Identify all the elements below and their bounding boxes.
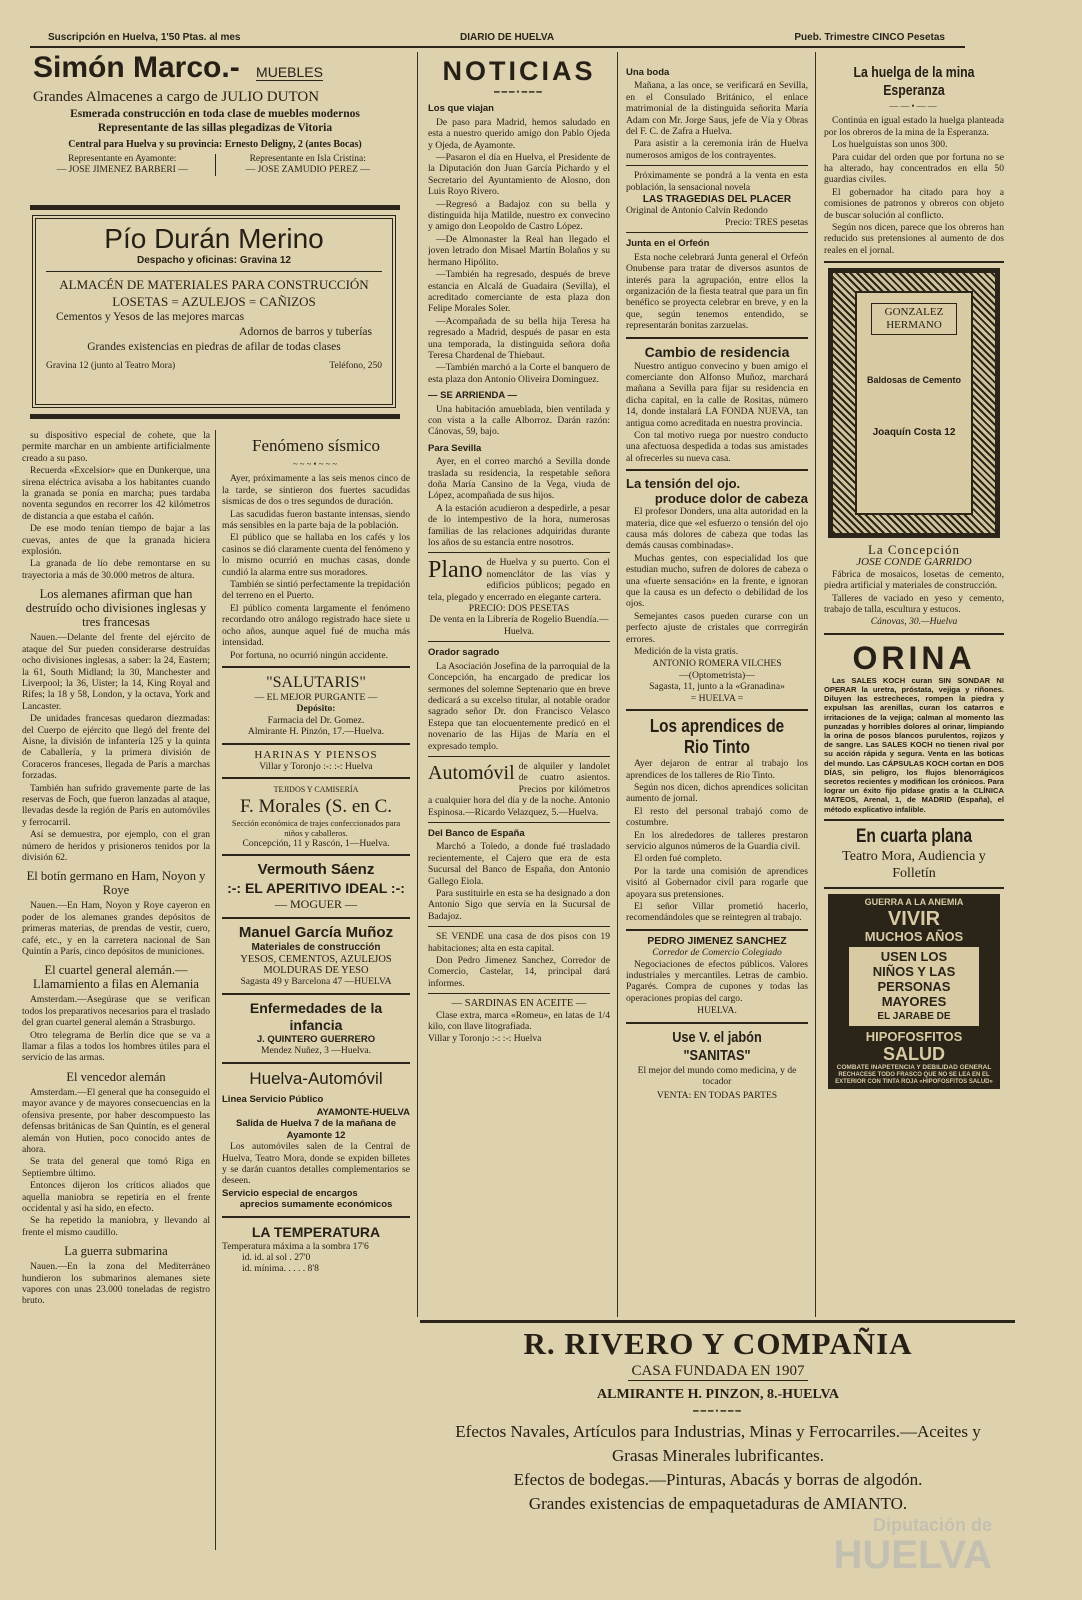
temp-max-shade: Temperatura máxima a la sombra 17'6 bbox=[222, 1240, 369, 1252]
vermouth-slogan: :-: EL APERITIVO IDEAL :-: bbox=[227, 880, 405, 897]
article-paragraph: Medición de la vista gratis. bbox=[634, 646, 739, 658]
article-paragraph: Ayer dejaron de entrar al trabajo los aprendices de los talleres de Rio Tinto. bbox=[626, 758, 808, 781]
headline-vencedor: El vencedor alemán bbox=[66, 1069, 166, 1084]
headline-dolor: produce dolor de cabeza bbox=[654, 491, 808, 507]
ad-pio-duran bbox=[32, 215, 396, 408]
sanitas-venta: VENTA: EN TODAS PARTES bbox=[656, 1090, 778, 1102]
ornament: ~~~•~~~ bbox=[292, 459, 340, 469]
archive-watermark bbox=[833, 1515, 992, 1575]
article-paragraph: Se trata del general que tomó Riga en Septiembre último. bbox=[22, 1156, 210, 1179]
sardinas-title: — SARDINAS EN ACEITE — bbox=[451, 998, 587, 1010]
headline-submarina: La guerra submarina bbox=[64, 1244, 168, 1259]
sardinas-desc: Clase extra, marca «Romeu», en latas de 1/4 kilo, con llave litografiada. bbox=[428, 1009, 610, 1033]
tragedias-author: Original de Antonio Calvín Redondo bbox=[626, 205, 768, 217]
article-paragraph: Por fortuna, no ocurrió ningún accidente. bbox=[230, 649, 388, 661]
article-paragraph: Los automóviles salen de la Central de Huelva, Teatro Mora, donde se expiden billetes y se darán cuantos detalles complementarios se deseen. bbox=[222, 1141, 410, 1187]
section-heading: — SE ARRIENDA — bbox=[428, 390, 518, 402]
article-paragraph: Una habitación amueblada, bien ventilada y con vista a la calle Alborroz. Darán razón: Cánovas, 59, bajo. bbox=[428, 403, 610, 438]
column-5 bbox=[824, 64, 1004, 1318]
se-vende-notice: SE VENDE una casa de dos pisos con 19 habitaciones; alta en esta capital. bbox=[428, 931, 610, 954]
hipo-line5: NIÑOS Y LAS bbox=[872, 964, 956, 980]
hipo-line12: RECHACESE TODO FRASCO QUE NO SE LEA EN EL EXTERIOR CON TINTA ROJA «HIPOFOSFITOS SALUD» bbox=[835, 1072, 993, 1086]
hipo-line3: MUCHOS AÑOS bbox=[864, 929, 964, 945]
ornament: ━━━•━━━ bbox=[693, 1406, 743, 1416]
simon-line2: Esmerada construcción en toda clase de muebles modernos bbox=[70, 108, 360, 120]
harinas-address: Villar y Toronjo :-: :-: Huelva bbox=[259, 760, 373, 772]
gonzalez-hermano-name: GONZALEZ HERMANO bbox=[871, 303, 957, 335]
tragedias-price: Precio: TRES pesetas bbox=[725, 216, 808, 228]
section-heading: Del Banco de España bbox=[428, 827, 525, 839]
pio-duran-line4: Adornos de barros y tuberías bbox=[239, 326, 372, 338]
plano-venta: De venta en la Librería de Rogelio Buendía.—Huelva. bbox=[429, 614, 609, 637]
salutaris-title: "SALUTARIS" bbox=[266, 673, 366, 691]
section-heading: Junta en el Orfeón bbox=[626, 238, 710, 250]
ad-simon-marco bbox=[30, 52, 400, 202]
article-paragraph: Entonces dijeron los críticos aliados que aquella maniobra se repetiría en el frente occidental y así ha sido, en efecto. bbox=[22, 1180, 210, 1214]
article-paragraph: El orden fué completo. bbox=[634, 853, 722, 865]
article-paragraph: La Asociación Josefina de la parroquial de la Concepción, ha encargado de predicar los sermones del solemne Septenario que en breve dedicará a su excelso titular, al notable orador sagrado señor Dr. don Francisco Velasco Estepa que tan elocuentemente predicó en el novenario de las Hijas de María en el expresado templo. bbox=[428, 660, 610, 752]
headline-botin: El botín germano en Ham, Noyon y Roye bbox=[26, 869, 206, 898]
morales-category: TEJIDOS Y CAMISERÍA bbox=[273, 785, 359, 795]
masthead-bar bbox=[30, 28, 965, 48]
plano-title: Plano bbox=[428, 557, 483, 584]
headline-cambio: Cambio de residencia bbox=[644, 343, 790, 360]
simon-rep-isla-name: — JOSE ZAMUDIO PEREZ — bbox=[245, 165, 370, 175]
article-paragraph: Los huelguistas son unos 300. bbox=[832, 139, 948, 151]
pjs-city: HUELVA. bbox=[697, 1005, 737, 1017]
article-paragraph: De paso para Madrid, hemos saludado en esta a nuestro querido amigo don Pablo Ojeda y Ojeda, de Ayamonte. bbox=[428, 116, 610, 151]
column-rule bbox=[815, 52, 816, 1317]
ornament: ━━━•━━━ bbox=[494, 87, 544, 97]
auto-line2: Linea Servicio Público bbox=[222, 1093, 324, 1105]
article-paragraph: Mañana, a las once, se verificará en Sevilla, en el Consulado Británico, el enlace matrimonial de la distinguida señorita María Adam con Mr. Jorge Saus, jefe de Vía y Obras del F. C. de Zafra a Huelva. bbox=[626, 80, 808, 138]
article-paragraph: —Pasaron el día en Huelva, el Presidente de la Diputación don Juan García Pichardo y el Secretario del Ayuntamiento de Alosno, don Luis Royo Rivero. bbox=[428, 152, 610, 198]
simon-marco-name: Simón Marco.- bbox=[33, 52, 240, 84]
sanitas-title: Use V. el jabón "SANITAS" bbox=[672, 1028, 762, 1064]
article-paragraph: También han sufrido gravemente parte de las reservas de Foch, que fueron lanzadas al ataque, llevadas desde la región de París en automóviles y ferrocarril. bbox=[22, 782, 210, 828]
article-paragraph: Esta noche celebrará Junta general el Orfeón Onubense para tratar de diversos asuntos de interés para la agrupación, entre ellos la organización de la fiesta teatral que para un fin benéfico se proyecta celebrar en breve, y en la que, según tenemos entendido, se representarán bonitas zarzuelas. bbox=[626, 251, 808, 332]
simon-rep-isla: Representante en Isla Cristina: bbox=[249, 154, 366, 164]
vermouth-name: Vermouth Sáenz bbox=[257, 861, 375, 879]
simon-rep-ayamonte: Representante en Ayamonte: bbox=[68, 154, 177, 164]
rivero-line2: Efectos de bodegas.—Pinturas, Abacás y borras de algodón. bbox=[513, 1470, 923, 1489]
article-paragraph: —También marchó a la Corte el banquero de esta plaza don Antonio Oliveira Dominguez. bbox=[428, 362, 610, 385]
article-paragraph: En los alrededores de talleres prestaron servicio algunos números de la Guardia civil. bbox=[626, 829, 808, 852]
orina-desc: Las SALES KOCH curan SIN SONDAR NI OPERAR la uretra, próstata, vejiga y riñones. Diluyen las estrecheces, rompen la piedra y expulsan las arenillas, curan los catarros e irritaciones de la vejiga; calman al momento las punzadas y horribles dolores al orinar, limpiando la orina de posos blancos purulentos, rojizos y de sangre. Las SALES KOCH no tienen rival por su acción rápida y segura. Venta en las boticas del mundo. Las CÁPSULAS KOCH cortan en DOS DÍAS, sin peligro, los flujos blenorrágicos secretos recientes y modifican los crónicos. Para lograr un éxito fijo pídase gratis a la CLÍNICA MATEOS, Arenal, 1, de MADRID (España), el método explicativo infalible. bbox=[824, 675, 1004, 814]
pio-duran-office: Despacho y oficinas: Gravina 12 bbox=[137, 255, 291, 266]
newspaper-title: DIARIO DE HUELVA bbox=[460, 32, 555, 43]
section-heading: Una boda bbox=[626, 67, 670, 78]
morales-name: F. Morales (S. en C. bbox=[239, 795, 393, 817]
hipo-line9: HIPOFOSFITOS bbox=[865, 1029, 963, 1045]
concepcion-address: Cánovas, 30.—Huelva bbox=[870, 616, 958, 628]
automovil-title: Automóvil bbox=[428, 761, 515, 784]
column-4 bbox=[626, 62, 808, 1318]
column-1 bbox=[22, 430, 210, 1560]
muebles-label: MUEBLES bbox=[256, 64, 323, 80]
watermark-line2: HUELVA bbox=[833, 1533, 992, 1577]
simon-line1: Grandes Almacenes a cargo de JULIO DUTON bbox=[33, 89, 320, 105]
hipo-line8: EL JARABE DE bbox=[877, 1011, 951, 1023]
divider bbox=[30, 414, 400, 419]
pio-duran-line3: Cementos y Yesos de las mejores marcas bbox=[56, 311, 245, 323]
orina-title: ORINA bbox=[852, 639, 976, 676]
infancia-doctor: J. QUINTERO GUERRERO bbox=[256, 1033, 376, 1045]
column-3 bbox=[428, 56, 610, 1318]
article-paragraph: Semejantes casos pueden curarse con un perfecto ajuste de cristales que corrregirán errores. bbox=[626, 610, 808, 645]
column-rule bbox=[417, 52, 418, 1317]
subscription-price: Suscripción en Huelva, 1'50 Ptas. al mes bbox=[48, 32, 241, 43]
simon-line3: Representante de las sillas plegadizas de Vitoria bbox=[97, 122, 333, 134]
infancia-address: Mendez Nuñez, 3 —Huelva. bbox=[260, 1045, 372, 1057]
se-vende-contact: Don Pedro Jimenez Sanchez, Corredor de Comercio, Castelar, 14, principal dará informes. bbox=[428, 955, 610, 989]
rivero-founded: CASA FUNDADA EN 1907 bbox=[628, 1363, 809, 1381]
article-paragraph: El público que se hallaba en los cafés y los casinos se dió claramente cuenta del fenómeno y lo mismo ocurrió en muchas casas, donde cundió la alarma entre sus moradores. bbox=[222, 532, 410, 578]
sanitas-desc: El mejor del mundo como medicina, y de tocador bbox=[637, 1064, 797, 1088]
section-heading: Para Sevilla bbox=[428, 442, 482, 454]
automovil-desc: de alquiler y landolet de cuatro asientos. Precios por kilómetros a cualquier hora del día y de la noche. Antonio Espinosa.—Ricardo Velazquez, 5.—Huelva. bbox=[428, 760, 610, 818]
garcia-name: Manuel García Muñoz bbox=[238, 924, 394, 942]
infancia-title: Enfermedades de la infancia bbox=[249, 999, 383, 1033]
garcia-line3: YESOS, CEMENTOS, AZULEJOS bbox=[240, 953, 392, 965]
pio-duran-line5: Grandes existencias en piedras de afilar de todas clases bbox=[87, 341, 341, 353]
optometrista-address: Sagasta, 11, junto a la «Granadina» bbox=[649, 681, 785, 693]
article-paragraph: Nuestro antiguo convecino y buen amigo el comerciante don Alfonso Muñoz, marchará mañana a Sevilla para fijar su residencia en dicha capital, en la calle de Rositas, número 14, donde instalará LA FONDA NUEVA, tan antigua como acreditada en nuestra provincia. bbox=[626, 360, 808, 429]
hipo-line10: SALUD bbox=[883, 1044, 945, 1065]
headline-tension: La tensión del ojo. bbox=[626, 476, 741, 492]
pjs-name: PEDRO JIMENEZ SANCHEZ bbox=[647, 934, 787, 947]
garcia-line4: MOLDURAS DE YESO bbox=[263, 964, 369, 976]
concepcion-talleres: Talleres de vaciado en yeso y cemento, trabajo de talla, escultura y estucos. bbox=[824, 592, 1004, 615]
pio-duran-phone: Teléfono, 250 bbox=[329, 361, 382, 371]
quarterly-price: Pueb. Trimestre CINCO Pesetas bbox=[794, 32, 945, 43]
article-paragraph: Se ha repetido la maniobra, y llevando al frente el mismo caudillo. bbox=[22, 1215, 210, 1238]
watermark-line1: Diputación de bbox=[872, 1515, 992, 1535]
article-paragraph: Por la tarde una comisión de aprendices visitó al Gobernador civil para rogarle que apoyara sus pretensiones. bbox=[626, 865, 808, 900]
headline-alemanes: Los alemanes afirman que han destruído ocho divisiones inglesas y tres francesas bbox=[25, 587, 207, 630]
simon-rep-ayamonte-name: — JOSE JIMENEZ BARBERI — bbox=[56, 165, 188, 175]
article-paragraph: Ayer, en el correo marchó a Sevilla donde traslada su residencia, la respetable señora doña María Cansino de la Vega, viuda de López, acompañada de sus hijos. bbox=[428, 456, 610, 502]
hipo-line4: USEN LOS bbox=[880, 949, 948, 965]
garcia-address: Sagasta 49 y Barcelona 47 —HUELVA bbox=[240, 976, 392, 988]
article-paragraph: Para cuidar del orden que por fortuna no se ha alterado, hay concentrados en ella 50 guardias civiles. bbox=[824, 151, 1004, 186]
auto-schedule: Salida de Huelva 7 de la mañana de Ayamonte 12 bbox=[236, 1118, 396, 1141]
sardinas-address: Villar y Toronjo :-: :-: Huelva bbox=[428, 1033, 542, 1045]
article-paragraph: De ese modo tenían tiempo de bajar a las cuevas, antes de que la granada hiciera explosión. bbox=[22, 523, 210, 558]
tragedias-title: LAS TRAGEDIAS DEL PLACER bbox=[642, 194, 792, 206]
headline-cuartel: El cuartel general alemán.— Llamamiento a filas en Alemania bbox=[33, 963, 199, 992]
article-paragraph: El profesor Donders, una alta autoridad en la materia, dice que «el esfuerzo o tensión del ojo causa más dolores de cabeza que todas las demás causas combinadas». bbox=[626, 506, 808, 552]
article-paragraph: El público comenta largamente el fenómeno recordando otro análogo registrado hace siete u ocho años, aunque aquel fué de mucha más intensidad. bbox=[222, 602, 410, 649]
auto-precios: aprecios sumamente económicos bbox=[239, 1199, 393, 1211]
temp-max-sun: id. id. al sol . 27'0 bbox=[242, 1252, 311, 1264]
noticias-title: NOTICIAS bbox=[442, 56, 596, 86]
article-paragraph: Amsterdam.—Asegúrase que se verifican todos los preparativos necesarios para el traslado del gran cuartel general alemán a Strasburgo. bbox=[22, 994, 210, 1029]
headline-aprendices: Los aprendices de Rio Tinto bbox=[649, 716, 785, 758]
article-paragraph: Según nos dicen, dichos aprendices solicitan aumento de jornal. bbox=[626, 781, 808, 805]
rivero-line1: Efectos Navales, Artículos para Industrias, Minas y Ferrocarriles.—Aceites y Grasas Minerales lubrificantes. bbox=[455, 1422, 981, 1465]
gonzalez-hermano-address: Joaquín Costa 12 bbox=[872, 426, 956, 438]
optometrista-name: ANTONIO ROMERA VILCHES bbox=[652, 658, 782, 670]
morales-address: Concepción, 11 y Rascón, 1—Huelva. bbox=[242, 837, 390, 849]
article-paragraph: Según nos dicen, parece que los obreros han reducido sus pretensiones al aumento de dos reales en el jornal. bbox=[824, 222, 1004, 256]
article-paragraph: Continúa en igual estado la huelga planteada por los obreros de la mina de la Esperanza. bbox=[824, 115, 1004, 138]
article-paragraph: —De Almonaster la Real han llegado el joven letrado don Misael Martín Bolaños y su hermano Hipólito. bbox=[428, 233, 610, 268]
cuarta-plana-desc: Teatro Mora, Audiencia y Folletín bbox=[842, 848, 986, 881]
column-2 bbox=[222, 430, 410, 1560]
article-paragraph: Ayer, próximamente a las seis menos cinco de la tarde, se sintieron dos fuertes sacudidas sísmicas de dos o tres segundos de duración. bbox=[222, 473, 410, 508]
article-paragraph: Para sustituirle en esta se ha designado a don Antonio Sigo que servía en la Sucursal de Badajoz. bbox=[428, 888, 610, 922]
pio-duran-address: Gravina 12 (junto al Teatro Mora) bbox=[46, 361, 176, 371]
article-paragraph: El señor Villar prometió hacerlo, recomendándoles que se reintegren al trabajo. bbox=[626, 900, 808, 924]
concepcion-desc: Fábrica de mosaicos, losetas de cemento, piedra artificial y materiales de construcción. bbox=[824, 568, 1004, 592]
huelva-automovil-title: Huelva-Automóvil bbox=[249, 1068, 383, 1088]
article-paragraph: Nauen.—En la zona del Mediterráneo hundieron los submarinos alemanes siete vapores con unas 23.000 toneladas de registro bruto. bbox=[22, 1261, 210, 1307]
ornament: ——•—— bbox=[889, 101, 939, 111]
hipo-line11: COMBATE INAPETENCIA Y DEBILIDAD GENERAL bbox=[836, 1064, 992, 1072]
salutaris-line1: — EL MEJOR PURGANTE — bbox=[254, 691, 378, 703]
article-paragraph: Nauen.—Delante del frente del ejército de ataque del Sur pueden considerarse destruídas ocho divisiones inglesas, a saber: la 24, Eastern; la 61, South Midland; la 30, Manchester and Liverpool; la 36, Uister; la 14, King Royal and Rifes; la 18 y 58, London, y la octava, York and Lancaster. bbox=[22, 632, 210, 712]
temp-min: id. mínima. . . . . 8'8 bbox=[242, 1263, 319, 1275]
auto-encargos: Servicio especial de encargos bbox=[222, 1187, 358, 1199]
hipo-line7: MAYORES bbox=[881, 994, 947, 1010]
cuarta-plana-title: En cuarta plana bbox=[855, 825, 973, 847]
article-paragraph: A la estación acudieron a despedirle, a pesar de lo intempestivo de la hora, numerosas familias de las relaciones adquiridas durante los años de su estancia entre nosotros. bbox=[428, 502, 610, 549]
salutaris-line2: Depósito: bbox=[296, 703, 336, 715]
vermouth-town: — MOGUER — bbox=[274, 897, 357, 912]
article-paragraph: Marchó a Toledo, a donde fué trasladado recientemente, el Cajero que era de esta Sucursal del Banco de España, don Antonio Gallego Eiola. bbox=[428, 841, 610, 887]
garcia-line2: Materiales de construcción bbox=[251, 942, 381, 954]
article-paragraph: Amsterdam.—El general que ha conseguido el mayor avance y de mayores consecuencias en la ofensiva presente, por haber descompuesto las defensas británicas de San Quintín, es el general alemán von Hutien, poco conocido antes de ahora. bbox=[22, 1086, 210, 1155]
gonzalez-hermano-product: Baldosas de Cemento bbox=[866, 375, 962, 386]
article-paragraph: De unidades francesas quedaron diezmadas: del Cuerpo de ejército que llegó del frente del Aisne, la división de infantería 125 y la quinta de Caballería, y la primera división de Coraceros franceses, llegada de París a marchas forzadas. bbox=[22, 713, 210, 782]
plano-price: PRECIO: DOS PESETAS bbox=[468, 603, 570, 615]
column-rule bbox=[617, 52, 618, 1317]
divider bbox=[420, 1320, 1015, 1323]
article-paragraph: La granada de lío debe remontarse en su trayectoria a más de 30.000 metros de altura. bbox=[22, 558, 210, 581]
article-paragraph: Próximamente se pondrá a la venta en esta población, la sensacional novela bbox=[626, 170, 808, 193]
rivero-line3: Grandes existencias de empaquetaduras de AMIANTO. bbox=[528, 1494, 908, 1513]
article-paragraph: su dispositivo especial de cohete, que la permite marchar en un ambiente artificialmente creado a su paso. bbox=[22, 430, 210, 464]
simon-line4: Central para Huelva y su provincia: Ernesto Deligny, 2 (antes Bocas) bbox=[68, 139, 362, 150]
divider bbox=[30, 205, 400, 210]
gonzalez-hermano-ad bbox=[828, 268, 1000, 538]
pio-duran-line1: ALMACÉN DE MATERIALES PARA CONSTRUCCIÓN bbox=[59, 277, 369, 292]
section-heading: Los que viajan bbox=[428, 103, 494, 115]
salutaris-line3: Farmacia del Dr. Gomez. bbox=[267, 714, 365, 726]
optometrista-title: —(Optometrista)— bbox=[679, 669, 755, 681]
pio-duran-line2: LOSETAS = AZULEJOS = CAÑIZOS bbox=[112, 294, 316, 309]
rivero-name: R. RIVERO Y COMPAÑIA bbox=[523, 1326, 913, 1361]
article-paragraph: —También ha regresado, después de breve estancia en Alcalá de Guadaira (Sevilla), el acreditado comerciante de esta plaza don Felipe Morales Soler. bbox=[428, 269, 610, 315]
headline-sismico: Fenómeno sísmico bbox=[252, 436, 380, 455]
article-paragraph: También se sintió perfectamente la trepidación del terreno en el Puerto. bbox=[222, 579, 410, 602]
article-paragraph: Así se demuestra, por ejemplo, con el gran número de heridos y prisioneros tenidos por la división 62. bbox=[22, 829, 210, 863]
pio-duran-name: Pío Durán Merino bbox=[104, 223, 324, 254]
auto-route: AYAMONTE-HUELVA bbox=[316, 1107, 410, 1118]
article-paragraph: Nauen.—En Ham, Noyon y Roye cayeron en poder de los alemanes grandes depósitos de primeras materias, de prendas de vestir, cuero, café, etc., y en la carretera nacional de San Quintín a París, cinco depósitos de municiones. bbox=[22, 900, 210, 958]
plano-desc: de Huelva y su puerto. Con el nomenclátor de las vías y edificios públicos; pegado en tela, plegado y encerrado en elegante cartera. bbox=[428, 557, 610, 603]
column-rule bbox=[215, 430, 216, 1550]
article-paragraph: Las sacudidas fueron bastante intensas, siendo más sensibles en la parte baja de la población. bbox=[222, 508, 410, 532]
pjs-title: Corredor de Comercio Colegiado bbox=[652, 947, 782, 959]
salutaris-line4: Almirante H. Pinzón, 17.—Huelva. bbox=[247, 726, 385, 738]
article-paragraph: El resto del personal trabajó como de costumbre. bbox=[626, 805, 808, 829]
article-paragraph: Para asistir a la ceremonia irán de Huelva numerosos amigos de los contrayentes. bbox=[626, 138, 808, 161]
harinas-title: HARINAS Y PIENSOS bbox=[254, 748, 378, 761]
concepcion-owner: JOSE CONDE GARRIDO bbox=[856, 556, 972, 569]
hipo-line2: VIVIR bbox=[887, 908, 941, 931]
article-paragraph: Recuerda «Excelsior» que en Dunkerque, una sirena eléctrica avisaba a los habitantes cuando la granada se ponía en marcha; pues tardaba noventa segundos en recorrer los 42 kilómetros de distancia a que estaba el cañón. bbox=[22, 465, 210, 522]
rivero-address: ALMIRANTE H. PINZON, 8.-HUELVA bbox=[597, 1387, 839, 1402]
temperatura-title: LA TEMPERATURA bbox=[251, 1223, 381, 1240]
hipo-line1: GUERRA A LA ANEMIA bbox=[864, 896, 964, 907]
article-paragraph: —Regresó a Badajoz con su bella y distinguida hija Matilde, nuestro ex convecino y amigo don Leopoldo de Castro López. bbox=[428, 198, 610, 233]
article-paragraph: Otro telegrama de Berlín dice que se va a llamar a filas a todos los hombres útiles para el servicio de las armas. bbox=[22, 1029, 210, 1064]
morales-line2: Sección económica de trajes confeccionados para niños y caballeros. bbox=[231, 817, 401, 838]
optometrista-city: = HUELVA = bbox=[690, 692, 744, 704]
hipo-line6: PERSONAS bbox=[877, 979, 951, 995]
article-paragraph: —Acompañada de su bella hija Teresa ha regresado a Madrid, después de pasar en esta una temporada, la distinguida señora doña Teresa Chardenal de Thiebaut. bbox=[428, 315, 610, 361]
article-paragraph: Muchas gentes, con especialidad los que estudian mucho, sufren de dolores de cabeza o una «fuerte sensación» en la frente, e ignoran que la causa es un defecto o debilidad de los ojos. bbox=[626, 552, 808, 610]
article-paragraph: Con tal motivo ruega por nuestro conducto una afectuosa despedida a todas sus amistades al ofrecerles su nueva casa. bbox=[626, 429, 808, 464]
headline-huelga: La huelga de la mina Esperanza bbox=[853, 64, 975, 99]
article-paragraph: El gobernador ha citado para hoy a comisiones de patronos y obreros con objeto de buscar solución al conflicto. bbox=[824, 186, 1004, 221]
concepcion-title: La Concepción bbox=[867, 542, 961, 558]
pjs-desc: Negociaciones de efectos públicos. Valores industriales y mercantiles. Letras de cambio. Pagarés. Compra de cupones y todas las operaciones propias del cargo. bbox=[626, 958, 808, 1004]
hipofosfitos-ad bbox=[828, 894, 1000, 1089]
section-heading: Orador sagrado bbox=[428, 647, 500, 659]
